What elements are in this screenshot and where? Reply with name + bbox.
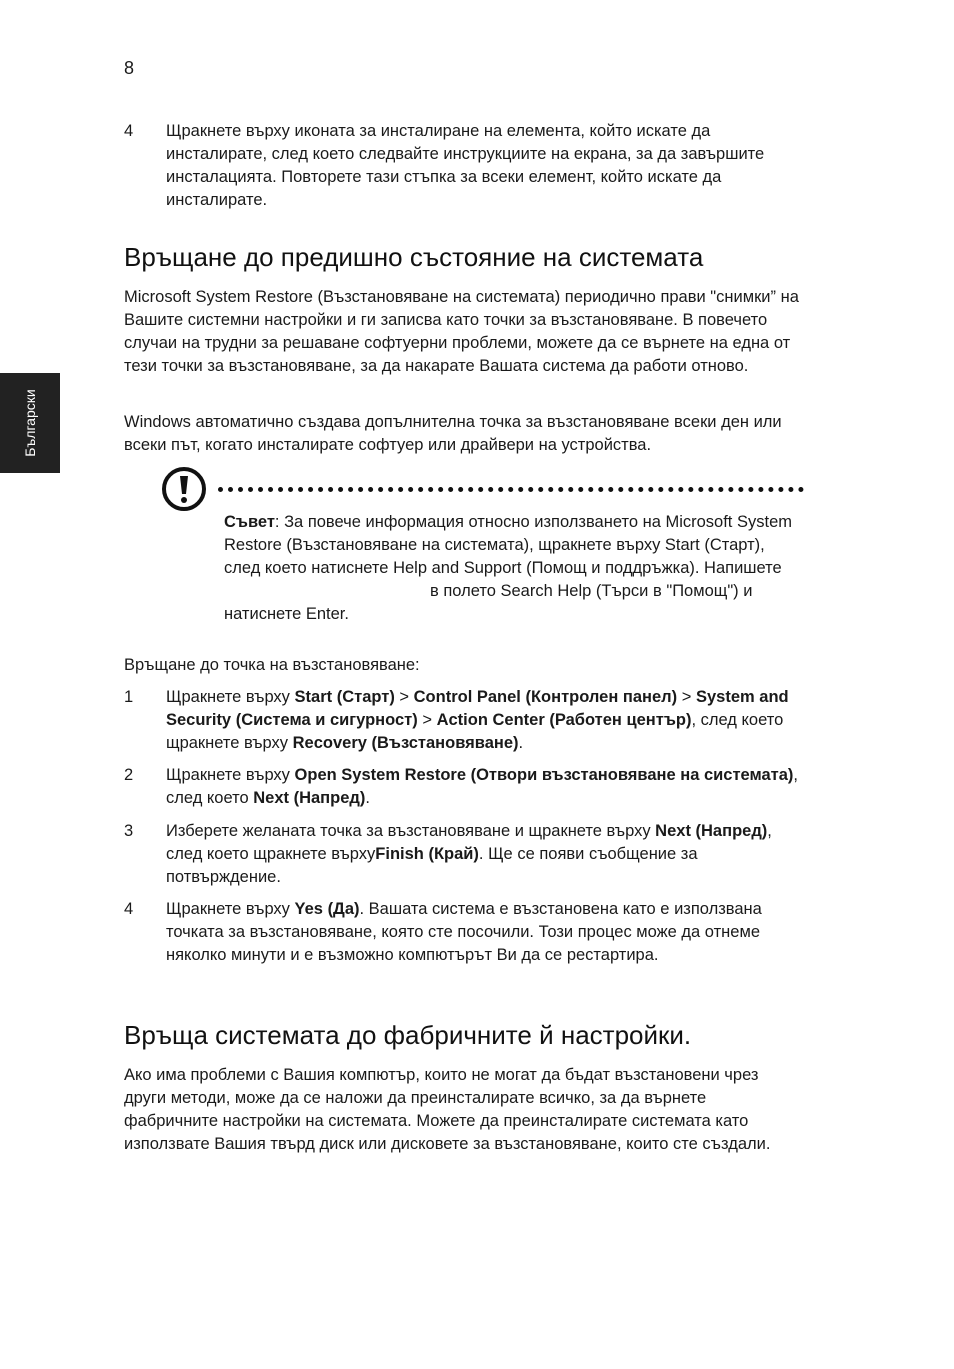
- step-text: Щракнете върху Open System Restore (Отвори възстановяване на системата), след което Next (Напред).: [166, 766, 799, 807]
- step-number: 4: [124, 900, 134, 918]
- note-text-part: в полето Search Help (Търси в "Помощ") и натиснете Enter.: [224, 582, 753, 623]
- step-number: 4: [124, 122, 134, 140]
- step-text: Изберете желаната точка за възстановяване и щракнете върху Next (Напред), след което щракнете върхуFinish (Край). Ще се появи съобщение за потвърждение.: [166, 822, 772, 886]
- paragraph: Windows автоматично създава допълнителна точка за възстановяване всеки ден или всеки път, когато инсталирате софтуер или драйвери на устройства.: [124, 413, 782, 454]
- page-number: 8: [124, 58, 135, 78]
- section-heading: Връщане до предишно състояние на системата: [124, 242, 704, 272]
- paragraph: Ако има проблеми с Вашия компютър, които не могат да бъдат възстановени чрез други методи, може да се наложи да преинсталирате всичко, за да върнете фабричните настройки на системата. Можете да преинсталирате системата като използвате Вашия твърд диск или дисковете за възстановяване, които сте създали.: [124, 1066, 771, 1153]
- note-label: Съвет: [224, 513, 275, 531]
- step-number: 2: [124, 766, 134, 784]
- paragraph: Microsoft System Restore (Възстановяване на системата) периодично прави "снимки” на Вашите системни настройки и ги записва като точки за възстановяване. В повечето случаи на трудни за решаване софтуерни проблеми, можете да се върнете на една от тези точки за възстановяване, за да накарате Вашата система да работи отново.: [124, 288, 799, 375]
- section-heading: Връща системата до фабричните й настройки.: [124, 1020, 692, 1050]
- step-number: 3: [124, 822, 134, 840]
- step-text: Щракнете върху Start (Старт) > Control Panel (Контролен панел) > System and Security (Система и сигурност) > Action Center (Работен център), след което щракнете върху Recovery (Възстановяване).: [166, 688, 789, 752]
- language-tab: [0, 373, 60, 473]
- exclamation-circle-icon: [160, 465, 208, 513]
- language-tab-label: Български: [22, 389, 38, 457]
- note-text: [224, 511, 804, 626]
- note-text-part: : За повече информация относно използването на Microsoft System Restore (Възстановяване на системата), щракнете върху Start (Старт), след което натиснете Help and Support (Помощ и поддръжка). Напишете: [224, 513, 792, 577]
- paragraph: Връщане до точка на възстановяване:: [124, 656, 420, 674]
- step-text: Щракнете върху Yes (Да). Вашата система е възстановена като е използвана точката за възстановяване, която сте посочили. Този процес може да отнеме няколко минути и е възможно компютърът Ви да се рестартира.: [166, 900, 762, 964]
- note-divider: [218, 487, 804, 492]
- step-text: Щракнете върху иконата за инсталиране на елемента, който искате да инсталирате, след което следвайте инструкциите на екрана, за да завършите инсталацията. Повторете тази стъпка за всеки елемент, който искате да инсталирате.: [166, 122, 765, 209]
- step-number: 1: [124, 688, 134, 706]
